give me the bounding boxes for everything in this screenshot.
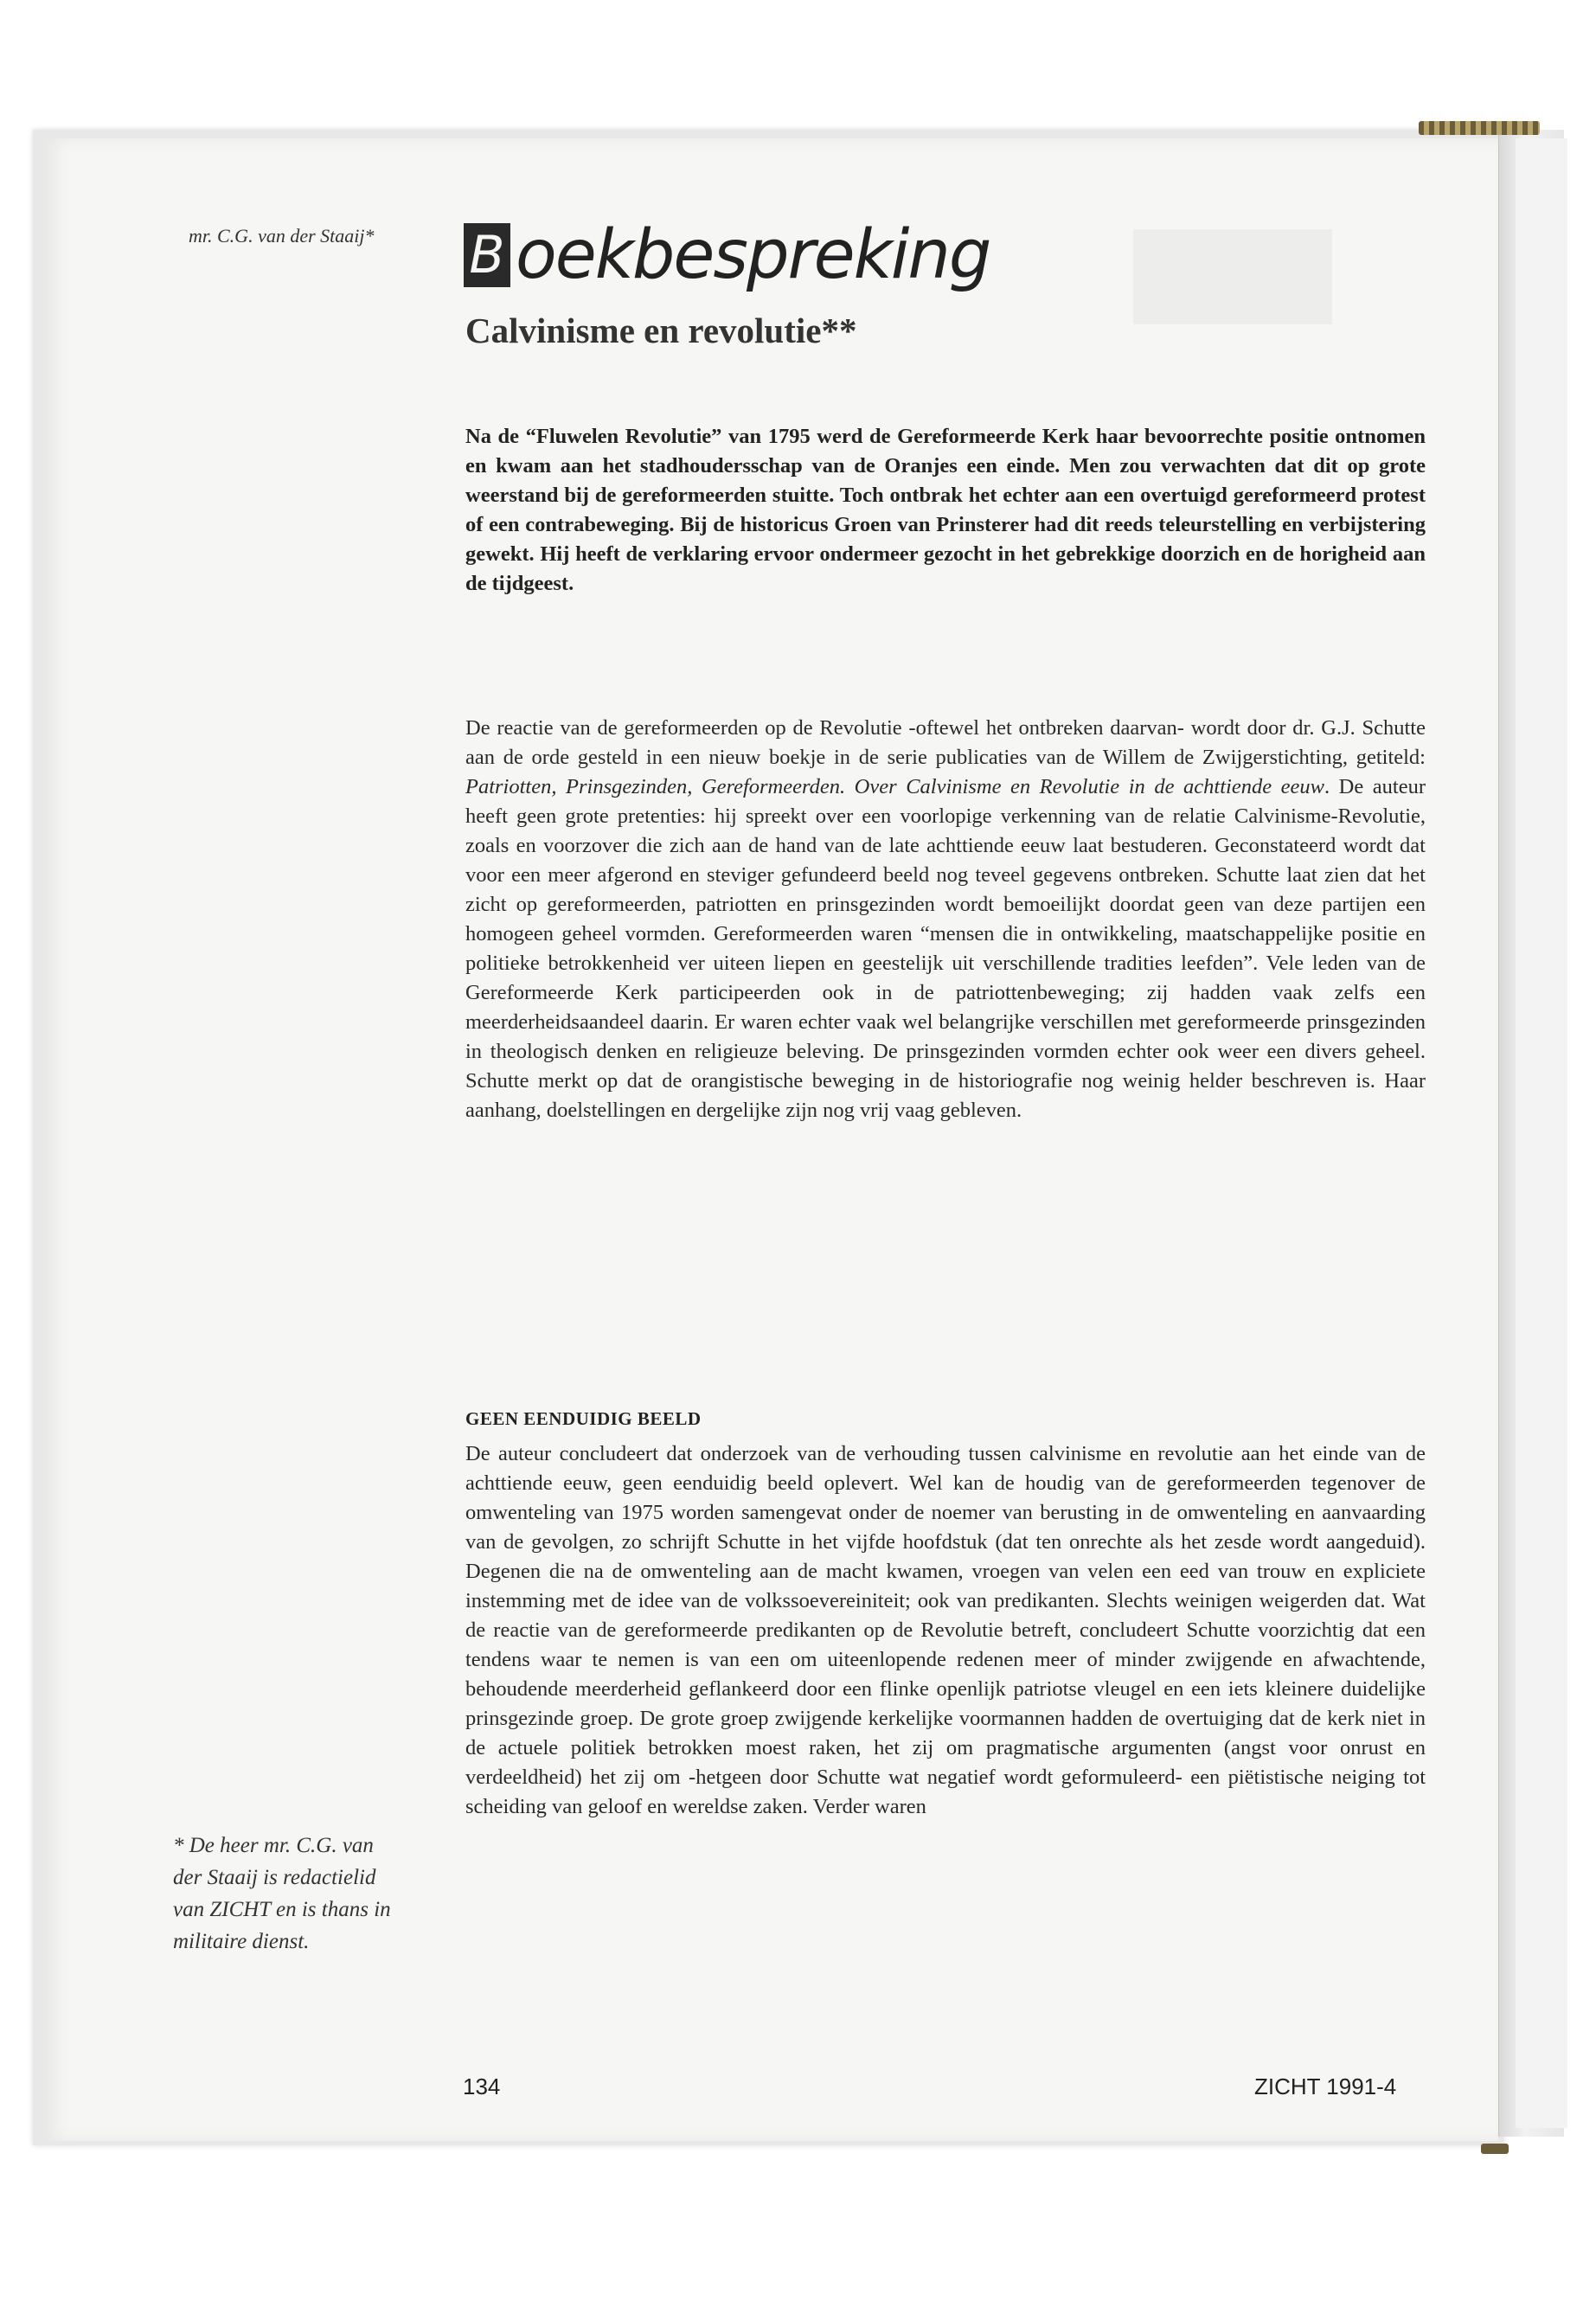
page-number: 134: [463, 2073, 501, 2099]
journal-issue: ZICHT 1991-4: [1254, 2073, 1397, 2099]
body-paragraph-1: [465, 714, 1426, 1125]
binding-clip-bottom: [1481, 2144, 1509, 2154]
title-initial-block: B: [464, 223, 510, 287]
footnote: * De heer mr. C.G. van der Staaij is redactielid van ZICHT en is thans in militaire dienst.: [173, 1834, 391, 1953]
section-title: [464, 216, 990, 294]
author-name: mr. C.G. van der Staaij*: [189, 225, 375, 247]
paragraph-1-text-a: De reactie van de gereformeerden op de Revolutie -oftewel het ontbreken daarvan- wordt door dr. G.J. Schutte aan de orde gesteld in een nieuw boekje in de serie publicaties van de Willem de Zwijgerstichting, getiteld:: [465, 716, 1426, 769]
next-page-edge: [1516, 138, 1567, 2128]
title-text: oekbespreking: [516, 216, 990, 294]
show-through-shadow: [1133, 229, 1332, 324]
section-heading: GEEN EENDUIDIG BEELD: [465, 1408, 702, 1429]
body-paragraph-2: De auteur concludeert dat onderzoek van de verhouding tussen calvinisme en revolutie aan het einde van de achttiende eeuw, geen eenduidig beeld oplevert. Wel kan de houdig van de gereformeerden tegenover de omwenteling van 1975 worden samengevat onder de noemer van berusting in de omwenteling en aanvaarding van de gevolgen, zo schrijft Schutte in het vijfde hoofdstuk (dat ten onrechte als het zesde wordt aangeduid). Degenen die na de omwenteling aan de macht kwamen, vroegen van velen een eed van trouw en expliciete instemming met de idee van de volkssoevereiniteit; ook van predikanten. Slechts weinigen weigerden dat. Wat de reactie van de gereformeerde predikanten op de Revolutie betreft, concludeert Schutte voorzichtig dat een tendens waar te nemen is van een om uiteenlopende redenen meer of minder zwijgende en afwachtende, behoudende meerderheid geflankeerd door een flinke openlijk patriotse vleugel en een iets kleinere duidelijke prinsgezinde groep. De grote groep zwijgende kerkelijke voormannen hadden de overtuiging dat de kerk niet in de actuele politiek betrokken moest raken, het zij om pragmatische argumenten (angst voor onrust en verdeeldheid) het zij om -hetgeen door Schutte wat negatief wordt geformuleerd- een piëtistische neiging tot scheiding van geloof en wereldse zaken. Verder waren: [465, 1442, 1426, 1818]
article-title: Calvinisme en revolutie**: [465, 311, 857, 350]
binding-clip-top: [1419, 121, 1540, 135]
paragraph-1-text-b: . De auteur heeft geen grote pretenties: hij spreekt over een voorlopige verkenning van de relatie Calvinisme-Revolutie, zoals en voorzover die zich aan de hand van de late achttiende eeuw laat bestuderen. Geconstateerd wordt dat voor een meer afgerond en steviger gefundeerd beeld nog teveel gegevens ontbreken. Schutte laat zien dat het zicht op gereformeerden, patriotten en prinsgezinden wordt bemoeilijkt doordat geen van deze partijen een homogeen geheel vormden. Gereformeerden waren “mensen die in ontwikkeling, maatschappelijke positie en politieke betrokkenheid ver uiteen liepen en geestelijk uit verschillende tradities leefden”. Vele leden van de Gereformeerde Kerk participeerden ook in de patriottenbeweging; zij hadden vaak zelfs een meerderheidsaandeel daarin. Er waren echter vaak wel belangrijke verschillen met gereformeerde prinsgezinden in theologisch denken en religieuze beleving. De prinsgezinden vormden echter ook weer een divers geheel. Schutte merkt op dat de orangistische beweging in de historiografie nog weinig helder beschreven is. Haar aanhang, doelstellingen en dergelijke zijn nog vrij vaag gebleven.: [465, 775, 1426, 1122]
lead-paragraph: Na de “Fluwelen Revolutie” van 1795 werd de Gereformeerde Kerk haar bevoorrechte positie ontnomen en kwam aan het stadhoudersschap van de Oranjes een einde. Men zou verwachten dat dit op grote weerstand bij de gereformeerden stuitte. Toch ontbrak het echter aan een overtuigd gereformeerd protest of een contrabeweging. Bij de historicus Groen van Prinsterer had dit reeds teleurstelling en verbijstering gewekt. Hij heeft de verklaring ervoor ondermeer gezocht in het gebrekkige doorzich en de horigheid aan de tijdgeest.: [465, 425, 1426, 595]
book-title: Patriotten, Prinsgezinden, Gereformeerden. Over Calvinisme en Revolutie in de achttiende eeuw: [465, 775, 1324, 798]
